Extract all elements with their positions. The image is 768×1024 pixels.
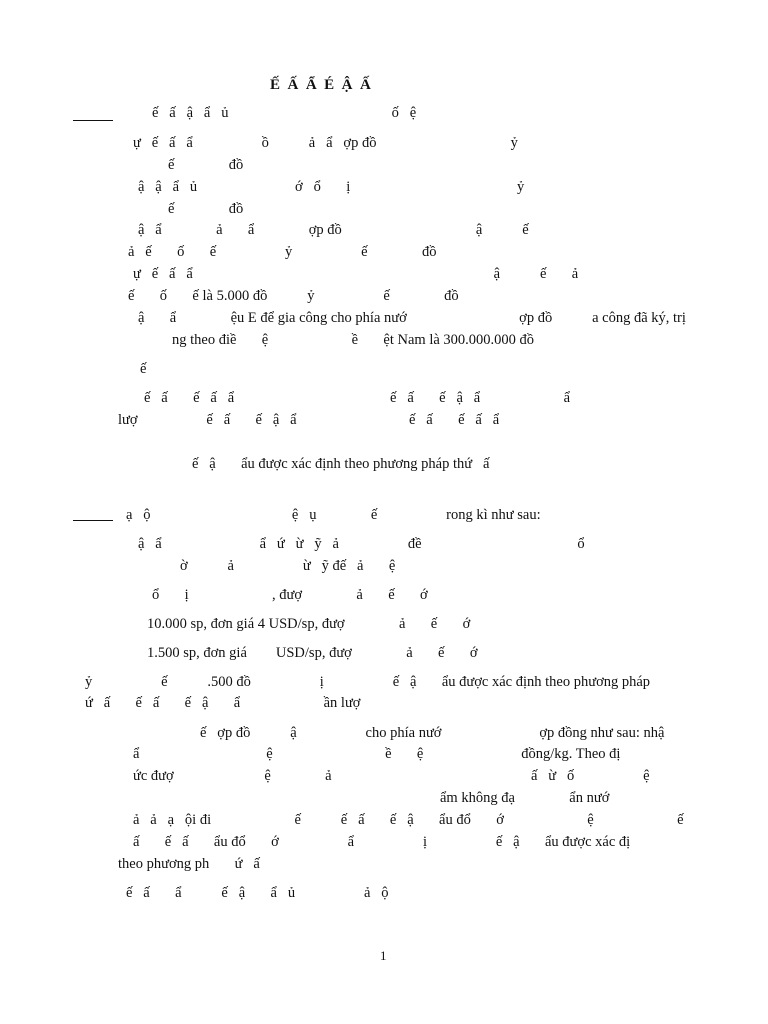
section-2-line-2: ậ ẩ ẩ ứ ừ ỹ ả đề ổ	[138, 536, 585, 552]
section-1-line-12: ế	[140, 361, 147, 377]
section-1-line-9: ế ố ế là 5.000 đồ ỷ ế đồ	[128, 288, 459, 304]
section-1-line-3: ế đồ	[168, 157, 244, 173]
section-1-underline	[73, 120, 113, 121]
section-1-line-4: ậ ậ ẩ ủ ớ ổ ị ỷ	[138, 179, 525, 195]
section-1-line-7: ả ế ố ế ỷ ế đồ	[128, 244, 437, 260]
section-1-line-13: ế ấ ế ấ ẩ ế ấ ế ậ ẩ ẩ	[144, 390, 571, 406]
section-2-line-10: ẩ ệ ề ệ đồng/kg. Theo đị	[133, 746, 621, 762]
section-1-line-1: ế ấ ậ ẩ ủ ố ệ	[152, 105, 417, 121]
section-2-line-16: ế ấ ẩ ế ậ ẩ ủ ả ộ	[126, 885, 389, 901]
section-1-line-14: lượ ế ấ ế ậ ẩ ế ấ ế ấ ẩ	[118, 412, 500, 428]
document-title: Ế Ấ Ẩ É Ậ Ấ	[270, 77, 371, 93]
section-2-line-14: ấ ế ấ ẩu đổ ớ ẩ ị ế ậ ẩu được xác đị	[133, 834, 631, 850]
section-1-line-5: ế đồ	[168, 201, 244, 217]
section-2-underline	[73, 520, 113, 521]
section-2-line-6: 1.500 sp, đơn giá USD/sp, đượ ả ế ớ	[147, 645, 478, 661]
section-2-line-7: ỷ ế .500 đồ ị ế ậ ẩu được xác định theo phương pháp	[85, 674, 651, 690]
section-1-line-6: ậ ẩ ả ẩ ợp đồ ậ ế	[138, 222, 529, 238]
section-1-line-15: ế ậ ẩu được xác định theo phương pháp thứ ấ	[192, 456, 490, 472]
section-2-line-15: theo phương ph ứ ấ	[118, 856, 260, 872]
section-1-line-10: ậ ẩ ệu E để gia công cho phía nướ ợp đồ a công đã ký, trị	[138, 310, 686, 326]
page-number: 1	[380, 948, 387, 963]
section-2-line-11: ức đượ ệ ả ấ ừ ố ệ	[133, 768, 650, 784]
section-1-line-2: ự ế ấ ẩ ồ ả ẩ ợp đồ ỷ	[133, 135, 518, 151]
section-2-line-5: 10.000 sp, đơn giá 4 USD/sp, đượ ả ế ớ	[147, 616, 471, 632]
section-1-line-8: ự ế ấ ẩ ậ ế ả	[133, 266, 579, 282]
section-2-line-1: ạ ộ ệ ụ ế rong kì như sau:	[126, 507, 541, 523]
section-1-line-11: ng theo điề ệ ề ệt Nam là 300.000.000 đồ	[172, 332, 535, 348]
section-2-line-3: ờ ả ừ ỹ đế ả ệ	[180, 558, 396, 574]
section-2-line-8: ứ ấ ế ấ ế ậ ẩ ần lượ	[85, 695, 361, 711]
section-2-line-13: ả ả ạ ội đi ế ế ấ ế ậ ẩu đổ ớ ệ ế	[133, 812, 684, 828]
section-2-line-9: ế ợp đồ ậ cho phía nướ ợp đồng như sau: nhậ	[200, 725, 665, 741]
section-2-line-4: ổ ị , đượ ả ế ớ	[152, 587, 428, 603]
section-2-line-12: ẩm không đạ ẩn nướ	[440, 790, 610, 806]
